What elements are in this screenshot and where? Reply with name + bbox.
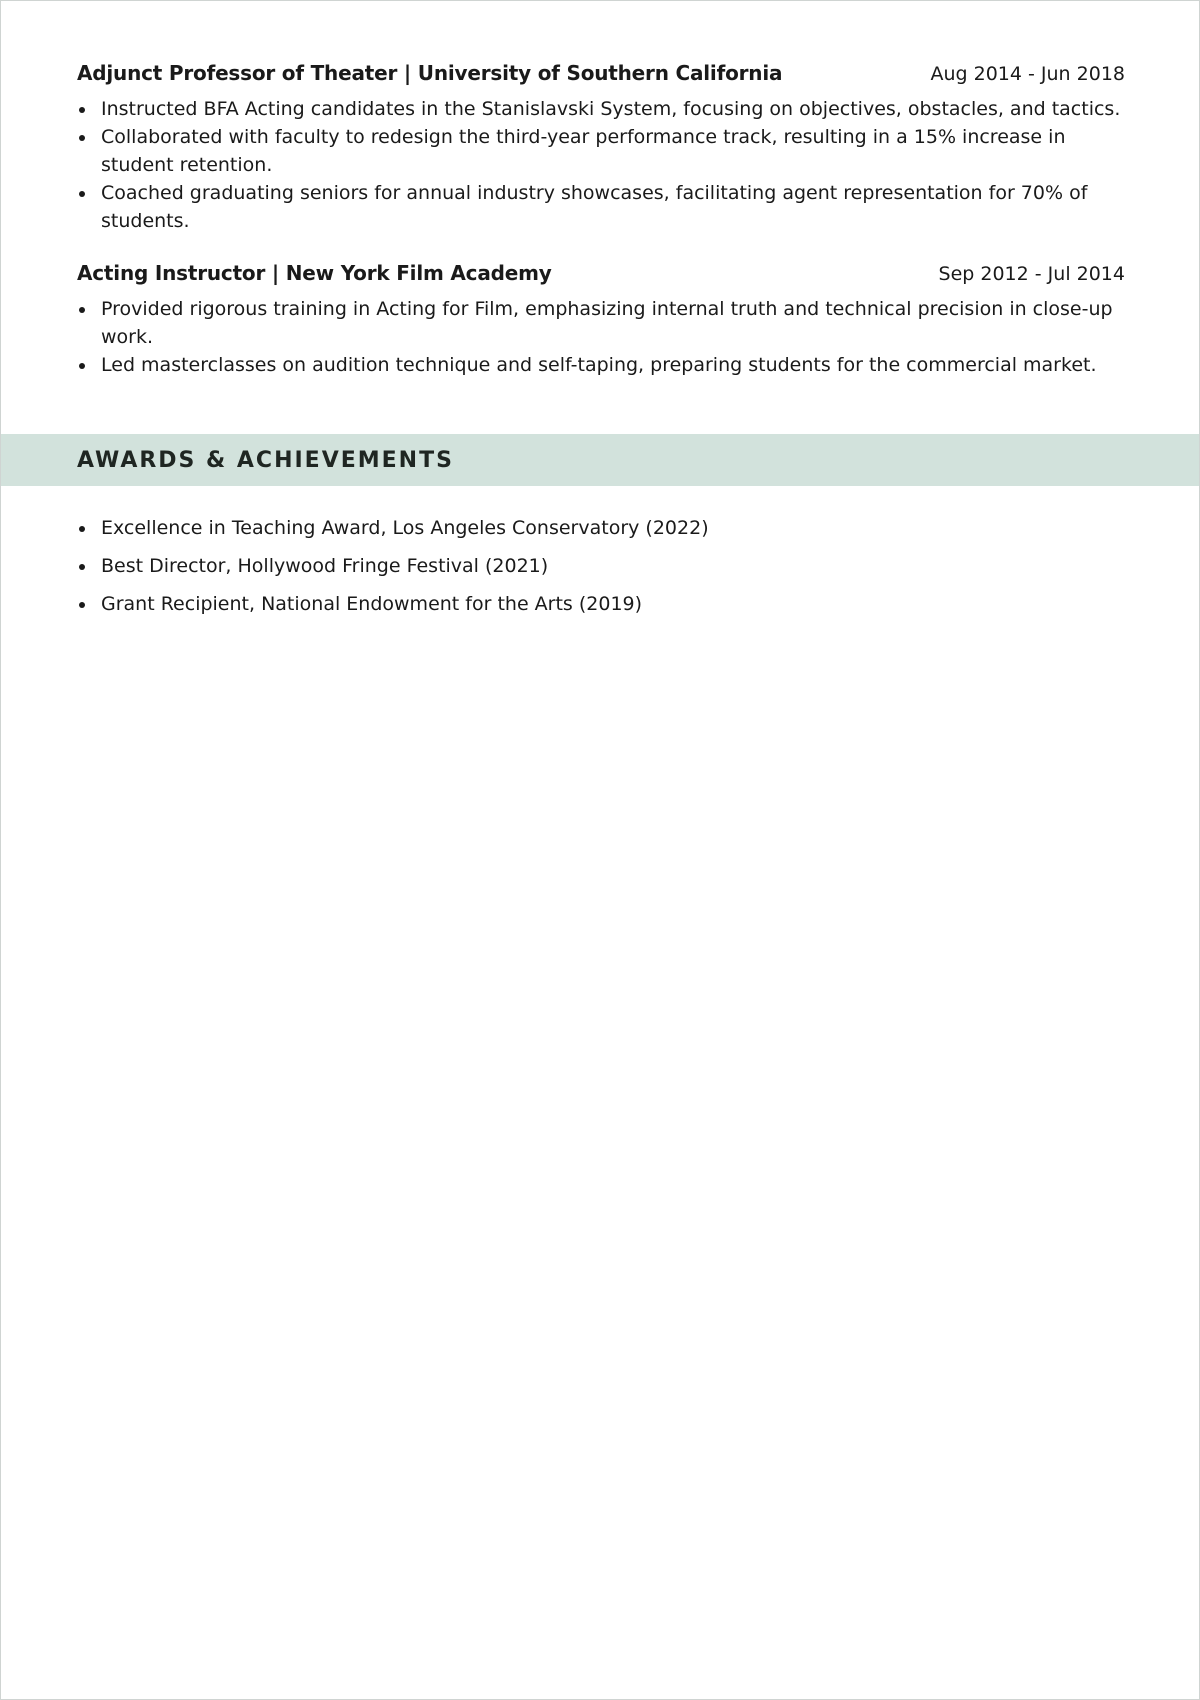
list-item [77, 95, 1125, 123]
section-title: AWARDS & ACHIEVEMENTS [77, 448, 454, 473]
awards-list [77, 505, 1125, 623]
list-item [77, 295, 1125, 351]
job-entry [77, 61, 1125, 235]
list-item [77, 351, 1125, 379]
bullet-icon [79, 526, 85, 532]
bullet-icon [79, 564, 85, 570]
job-dates: Sep 2012 - Jul 2014 [938, 263, 1125, 285]
job-bullets [77, 95, 1125, 235]
bullet-icon [79, 135, 85, 141]
bullet-text: Provided rigorous training in Acting for Film, emphasizing internal truth and technical precision in close-up work. [101, 298, 1113, 348]
experience-list [77, 61, 1125, 405]
bullet-text: Led masterclasses on audition technique and self-taping, preparing students for the commercial market. [101, 354, 1097, 376]
job-bullets [77, 295, 1125, 379]
bullet-icon [79, 107, 85, 113]
award-text: Best Director, Hollywood Fringe Festival (2021) [101, 555, 549, 577]
list-item [77, 179, 1125, 235]
list-item [77, 547, 1125, 585]
bullet-icon [79, 363, 85, 369]
job-header [77, 261, 1125, 291]
job-dates: Aug 2014 - Jun 2018 [930, 63, 1125, 85]
bullet-icon [79, 602, 85, 608]
award-text: Excellence in Teaching Award, Los Angeles Conservatory (2022) [101, 517, 709, 539]
bullet-icon [79, 191, 85, 197]
section-header-awards [1, 434, 1199, 486]
job-title: Acting Instructor | New York Film Academy [77, 261, 552, 285]
job-title: Adjunct Professor of Theater | University of Southern California [77, 61, 783, 85]
list-item [77, 123, 1125, 179]
bullet-text: Coached graduating seniors for annual industry showcases, facilitating agent representation for 70% of students. [101, 182, 1088, 232]
job-entry [77, 261, 1125, 379]
awards-bullets [77, 509, 1125, 623]
job-header [77, 61, 1125, 91]
bullet-text: Instructed BFA Acting candidates in the Stanislavski System, focusing on objectives, obstacles, and tactics. [101, 98, 1121, 120]
bullet-icon [79, 307, 85, 313]
award-text: Grant Recipient, National Endowment for the Arts (2019) [101, 593, 643, 615]
bullet-text: Collaborated with faculty to redesign the third-year performance track, resulting in a 15% increase in student retention. [101, 126, 1066, 176]
list-item [77, 509, 1125, 547]
list-item [77, 585, 1125, 623]
